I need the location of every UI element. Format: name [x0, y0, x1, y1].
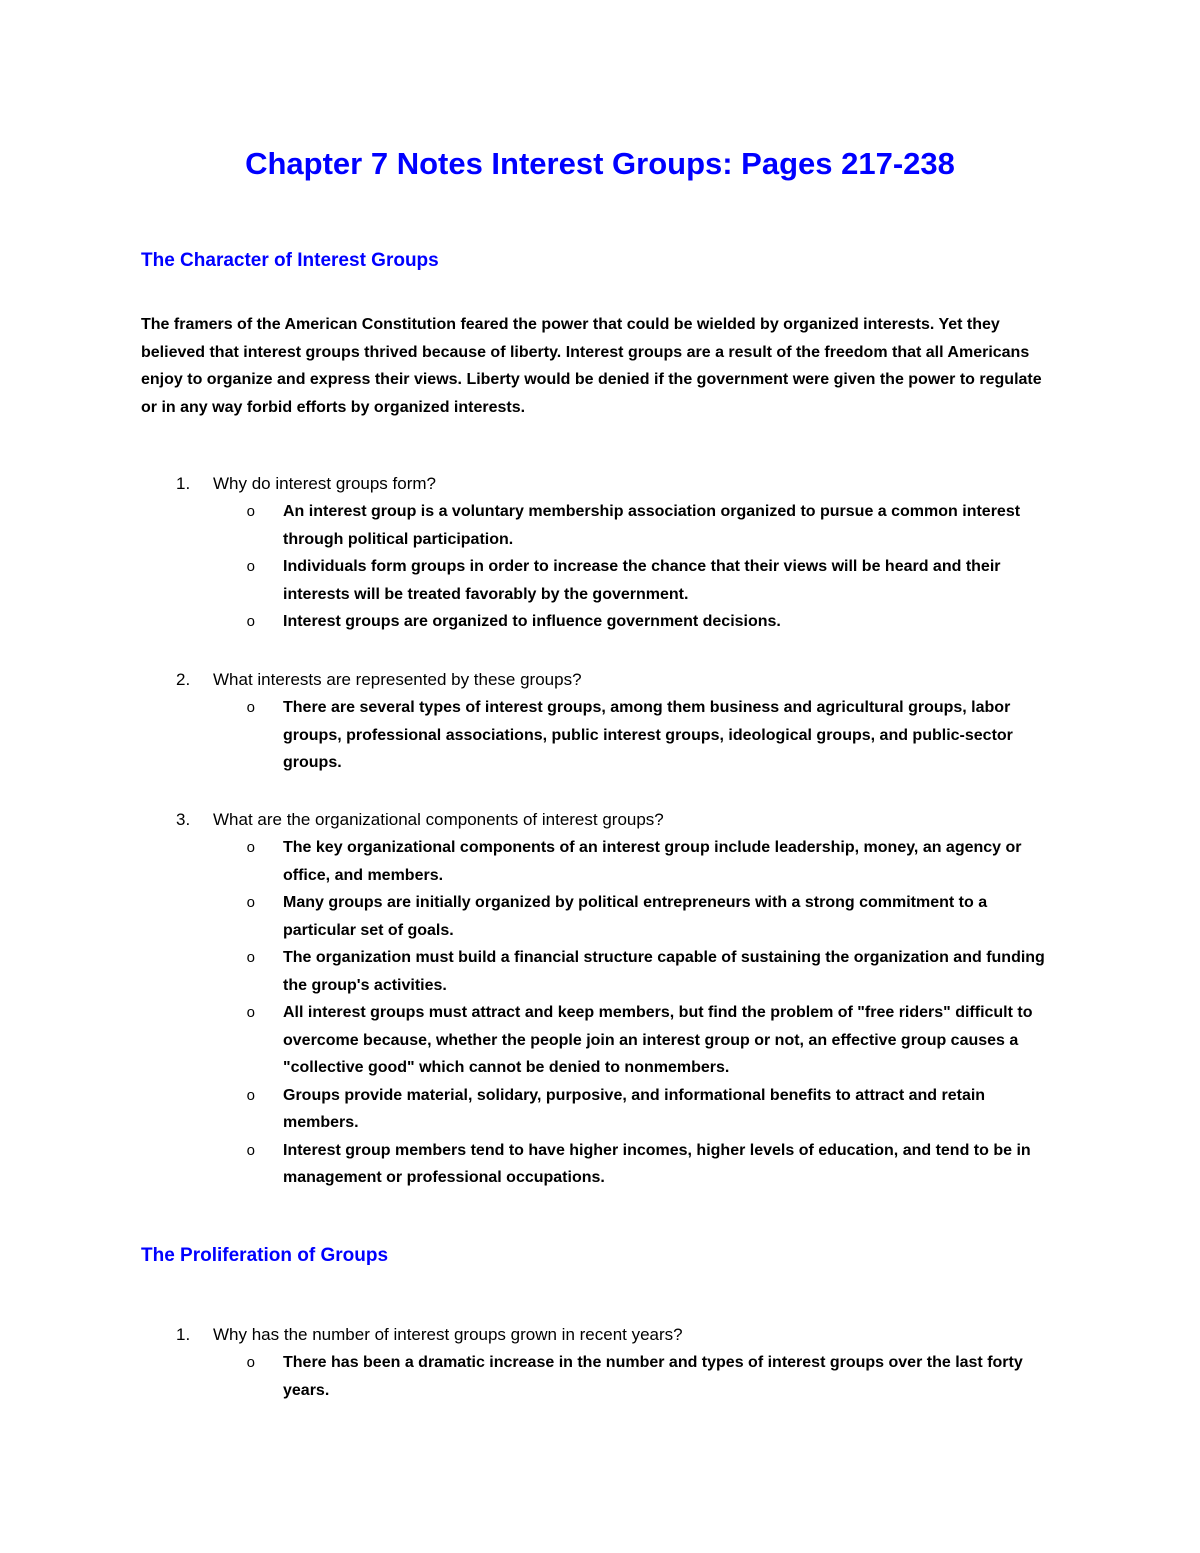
list-item-text: Many groups are initially organized by political entrepreneurs with a strong commitment to a particular set of goals.	[283, 894, 988, 939]
question-text: Why do interest groups form?	[213, 474, 436, 493]
list-item	[141, 1137, 1071, 1192]
question-item	[141, 470, 1071, 498]
list-item-text: There are several types of interest groups, among them business and agricultural groups, labor groups, professional associations, public interest groups, ideological groups, and public-sector groups.	[283, 699, 1013, 771]
answer-list	[141, 1349, 1071, 1404]
list-item	[141, 889, 1071, 944]
section-heading-character: The Character of Interest Groups	[141, 250, 439, 271]
question-block-1	[141, 470, 1071, 636]
list-item-text: Interest groups are organized to influence government decisions.	[283, 613, 781, 630]
list-item-text: The key organizational components of an interest group include leadership, money, an agency or office, and members.	[283, 839, 1022, 884]
question-block-3	[141, 806, 1071, 1192]
list-item	[141, 834, 1071, 889]
question-number: 2.	[176, 670, 191, 689]
section-paragraph-character: The framers of the American Constitution feared the power that could be wielded by organized interests. Yet they believed that interest groups thrived because of liberty. Interest groups are a result of the freedom that all Americans enjoy to organize and express their views. Liberty would be denied if the government were given the power to regulate or in any way forbid efforts by organized interests.	[141, 316, 1042, 416]
list-item-text: Individuals form groups in order to increase the chance that their views will be heard and their interests will be treated favorably by the government.	[283, 558, 1001, 603]
list-item	[141, 1082, 1071, 1137]
question-item	[141, 1321, 1071, 1349]
circle-bullet-icon: o	[246, 558, 255, 575]
circle-bullet-icon: o	[246, 503, 255, 520]
question-text: What are the organizational components of interest groups?	[213, 810, 664, 829]
circle-bullet-icon: o	[246, 1354, 255, 1371]
circle-bullet-icon: o	[246, 949, 255, 966]
question-item	[141, 806, 1071, 834]
list-item-text: Interest group members tend to have higher incomes, higher levels of education, and tend to be in management or professional occupations.	[283, 1141, 1031, 1186]
circle-bullet-icon: o	[246, 1086, 255, 1104]
circle-bullet-icon: o	[246, 699, 255, 716]
list-item	[141, 498, 1071, 553]
question-number: 1.	[176, 1325, 191, 1344]
answer-list	[141, 834, 1071, 1192]
question-block-2	[141, 666, 1071, 777]
question-number: 1.	[176, 474, 191, 493]
circle-bullet-icon: o	[246, 1141, 255, 1159]
circle-bullet-icon: o	[246, 894, 255, 911]
answer-list	[141, 498, 1071, 636]
list-item	[141, 1349, 1071, 1404]
list-item-text: The organization must build a financial structure capable of sustaining the organization and funding the group's activities.	[283, 949, 1045, 994]
circle-bullet-icon: o	[246, 839, 255, 856]
question-text: Why has the number of interest groups grown in recent years?	[213, 1325, 683, 1344]
list-item	[141, 999, 1071, 1082]
question-block-proliferation-1	[141, 1321, 1071, 1404]
question-text: What interests are represented by these groups?	[213, 670, 582, 689]
list-item	[141, 608, 1071, 636]
list-item	[141, 694, 1071, 777]
circle-bullet-icon: o	[246, 1004, 255, 1021]
question-item	[141, 666, 1071, 694]
list-item-text: Groups provide material, solidary, purposive, and informational benefits to attract and retain members.	[283, 1086, 986, 1131]
section-heading-proliferation: The Proliferation of Groups	[141, 1245, 389, 1266]
list-item-text: An interest group is a voluntary membership association organized to pursue a common interest through political participation.	[283, 503, 1021, 548]
list-item	[141, 944, 1071, 999]
list-item-text: All interest groups must attract and keep members, but find the problem of "free riders" difficult to overcome because, whether the people join an interest group or not, an effective group causes a "collective good" which cannot be denied to nonmembers.	[283, 1004, 1033, 1076]
answer-list	[141, 694, 1071, 777]
question-number: 3.	[176, 810, 191, 829]
list-item-text: There has been a dramatic increase in the number and types of interest groups over the last forty years.	[283, 1354, 1023, 1399]
circle-bullet-icon: o	[246, 613, 255, 630]
page-title: Chapter 7 Notes Interest Groups: Pages 217-238	[245, 146, 955, 181]
list-item	[141, 553, 1071, 608]
